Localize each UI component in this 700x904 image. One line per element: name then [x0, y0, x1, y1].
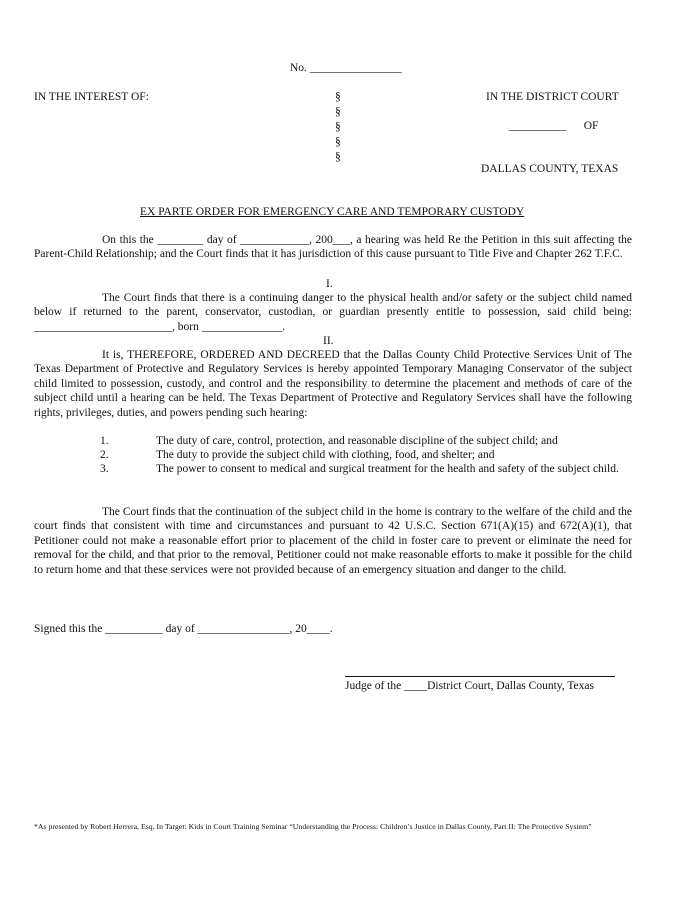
signature-line	[345, 676, 615, 677]
list-text: The duty to provide the subject child with clothing, food, and shelter; and	[156, 449, 495, 461]
paragraph-danger-finding: The Court finds that there is a continuing danger to the physical health and/or safety or the subject child named below if returned to the parent, conservator, custodian, or guardian presently entitle to possession, said child being: ________________________, born ______________.	[34, 292, 632, 333]
list-number: 2.	[100, 449, 109, 461]
list-text: The power to consent to medical and surgical treatment for the health and safety of the subject child.	[156, 463, 619, 475]
caption-county: DALLAS COUNTY, TEXAS	[481, 163, 619, 175]
signature-label: Judge of the ____District Court, Dallas County, Texas	[345, 680, 594, 692]
list-text: The duty of care, control, protection, and reasonable discipline of the subject child; and	[156, 435, 558, 447]
section-heading-ii: II.	[323, 335, 334, 347]
paragraph-order: It is, THEREFORE, ORDERED AND DECREED that the Dallas County Child Protective Services Unit of The Texas Department of Protective and Regulatory Services is hereby appointed Temporary Managing Conservator of the subject child limited to possession, custody, and control and the responsibility to determine the placement and methods of care of the subject child until a hearing can be held. The Texas Department of Protective and Regulatory Services shall have the following rights, privileges, duties, and powers pending such hearing:	[34, 349, 632, 419]
section-mark: §	[335, 151, 341, 163]
caption-left: IN THE INTEREST OF:	[34, 91, 149, 103]
case-number: No. ________________	[290, 62, 402, 74]
list-number: 3.	[100, 463, 109, 475]
caption-court: IN THE DISTRICT COURT	[486, 91, 619, 103]
section-mark: §	[335, 91, 341, 103]
paragraph-welfare-finding: The Court finds that the continuation of the subject child in the home is contrary to the welfare of the child and the court finds that consistent with time and circumstances and pursuant to 42 U.S.C. Section 671(A)(15) and 672(A)(1), that Petitioner could not make a reasonable effort prior to placement of the child in foster care to prevent or eliminate the need for removal for the child, and that prior to the removal, Petitioner could not make reasonable efforts to make it possible for the child to return home and that these services were not provided because of an emergency situation and danger to the child.	[34, 506, 632, 576]
signed-line: Signed this the __________ day of ________________, 20____.	[34, 623, 333, 635]
section-mark: §	[335, 136, 341, 148]
section-heading-i: I.	[326, 278, 333, 290]
list-number: 1.	[100, 435, 109, 447]
document-title: EX PARTE ORDER FOR EMERGENCY CARE AND TEMPORARY CUSTODY	[140, 206, 525, 218]
caption-of: __________ OF	[509, 120, 599, 132]
footnote: *As presented by Robert Herrera, Esq. In Target: Kids in Court Training Seminar “Understanding the Process: Children’s Justice in Dallas County, Part II: The Protective System”	[34, 822, 592, 831]
section-mark: §	[335, 106, 341, 118]
section-mark: §	[335, 121, 341, 133]
paragraph-hearing: On this the ________ day of ____________, 200___, a hearing was held Re the Petition in this suit affecting the Parent-Child Relationship; and the Court finds that it has jurisdiction of this cause pursuant to Title Five and Chapter 262 T.F.C.	[34, 234, 632, 261]
